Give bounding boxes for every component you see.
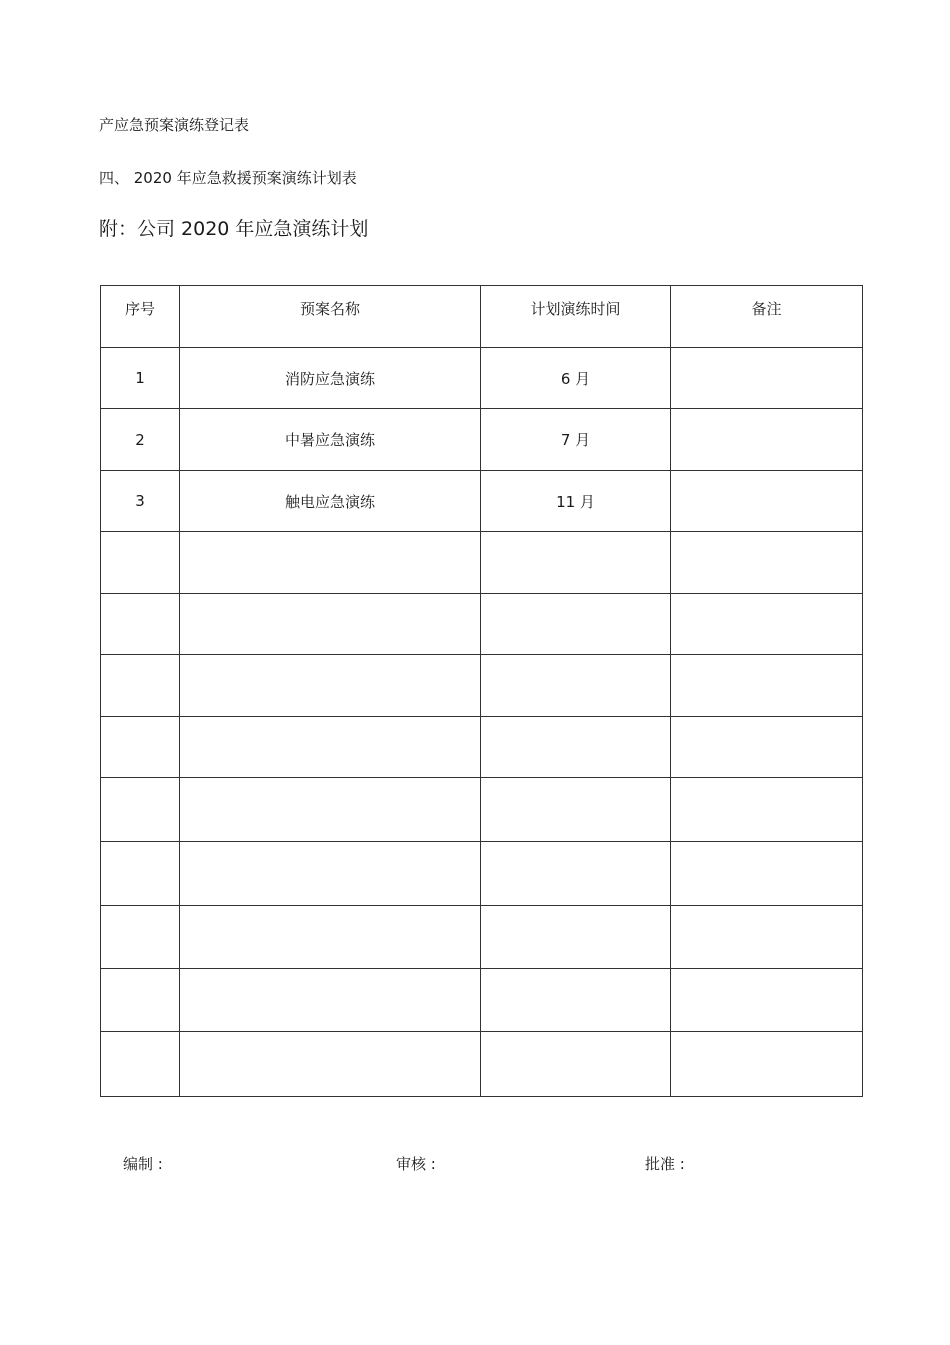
- column-header-remarks: 备注: [671, 286, 863, 348]
- cell-remarks: [671, 1032, 863, 1097]
- cell-index: [101, 594, 180, 655]
- cell-plan-name: [180, 655, 481, 717]
- cell-remarks: [671, 409, 863, 471]
- cell-plan-name: [180, 532, 481, 594]
- cell-plan-name: [180, 778, 481, 842]
- cell-remarks: [671, 348, 863, 409]
- table-row: [101, 906, 863, 969]
- cell-index: [101, 717, 180, 778]
- drill-plan-table: [100, 285, 863, 1097]
- cell-index: 3: [101, 471, 180, 532]
- cell-remarks: [671, 471, 863, 532]
- table-row: [101, 969, 863, 1032]
- cell-planned-time: 6 月: [481, 348, 671, 409]
- doc-line-registration-title: 产应急预案演练登记表: [99, 116, 250, 134]
- cell-plan-name: [180, 842, 481, 906]
- cell-remarks: [671, 594, 863, 655]
- cell-plan-name: [180, 1032, 481, 1097]
- cell-planned-time: [481, 717, 671, 778]
- column-header-planned-time: 计划演练时间: [481, 286, 671, 348]
- cell-planned-time: [481, 532, 671, 594]
- cell-index: [101, 969, 180, 1032]
- table-row: [101, 778, 863, 842]
- cell-plan-name: 消防应急演练: [180, 348, 481, 409]
- cell-plan-name: [180, 717, 481, 778]
- cell-plan-name: 触电应急演练: [180, 471, 481, 532]
- cell-planned-time: [481, 906, 671, 969]
- cell-remarks: [671, 906, 863, 969]
- reviewed-by-label: 审核 :: [396, 1155, 436, 1173]
- table-row: [101, 348, 863, 409]
- table-row: [101, 842, 863, 906]
- cell-index: [101, 1032, 180, 1097]
- cell-index: [101, 532, 180, 594]
- cell-index: [101, 655, 180, 717]
- cell-planned-time: [481, 594, 671, 655]
- compiled-by-label: 编制 :: [123, 1155, 163, 1173]
- table-row: [101, 594, 863, 655]
- cell-planned-time: [481, 655, 671, 717]
- cell-plan-name: 中暑应急演练: [180, 409, 481, 471]
- page-title: 附：公司 2020 年应急演练计划: [99, 218, 369, 240]
- cell-planned-time: 7 月: [481, 409, 671, 471]
- cell-planned-time: [481, 1032, 671, 1097]
- cell-remarks: [671, 717, 863, 778]
- cell-index: [101, 778, 180, 842]
- cell-plan-name: [180, 969, 481, 1032]
- cell-remarks: [671, 778, 863, 842]
- table-row: [101, 655, 863, 717]
- cell-remarks: [671, 842, 863, 906]
- cell-index: [101, 842, 180, 906]
- cell-planned-time: [481, 842, 671, 906]
- column-header-plan-name: 预案名称: [180, 286, 481, 348]
- cell-index: [101, 906, 180, 969]
- approved-by-label: 批准 :: [645, 1155, 685, 1173]
- doc-line-section-heading: 四、 2020 年应急救援预案演练计划表: [99, 169, 357, 187]
- table-header-row: [101, 286, 863, 348]
- table-row: [101, 717, 863, 778]
- table-row: [101, 471, 863, 532]
- cell-plan-name: [180, 594, 481, 655]
- cell-planned-time: 11 月: [481, 471, 671, 532]
- cell-remarks: [671, 969, 863, 1032]
- table-row: [101, 1032, 863, 1097]
- cell-remarks: [671, 655, 863, 717]
- table-row: [101, 409, 863, 471]
- column-header-index: 序号: [101, 286, 180, 348]
- table-row: [101, 532, 863, 594]
- cell-remarks: [671, 532, 863, 594]
- cell-index: 1: [101, 348, 180, 409]
- cell-index: 2: [101, 409, 180, 471]
- cell-planned-time: [481, 778, 671, 842]
- cell-planned-time: [481, 969, 671, 1032]
- cell-plan-name: [180, 906, 481, 969]
